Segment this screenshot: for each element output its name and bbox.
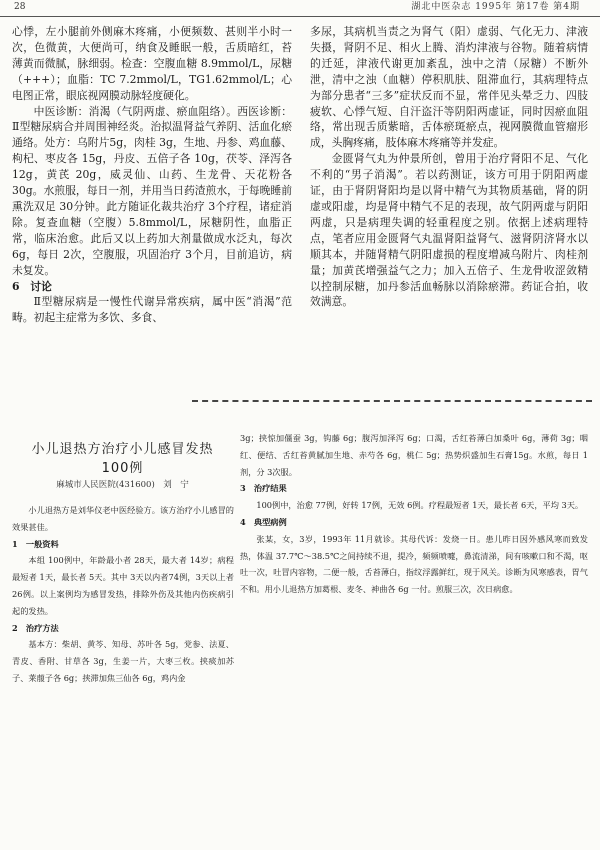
article-author: 麻城市人民医院(431600) 刘 宁 <box>56 480 189 490</box>
typical-case-paragraph: 张某，女，3岁，1993年 11月就诊。其母代诉：发烧一日。患儿昨日因外感风寒而致发热，体温 37.7℃～38.5℃之间持续不退，提冷，频频喷嚏，鼻流清涕，间有咳嗽口和不渴，呕吐一次，吐冒内容物，二便一般，舌苔薄白，指纹浮露鲜红，现于风关。诊断为风寒感表，胃气不和。用小儿退热方加葛根、麦冬、神曲各 6g 一付。煎服三次，次日病愈。 <box>240 533 588 595</box>
case-text-paragraph: 心悸，左小腿前外侧麻木疼痛，小便频数、甚则半小时一次，色微黄，大便尚可，纳食及睡眠一般，舌质暗红，苔薄黄而微腻，脉细弱。检查：空腹血糖 8.9mmol/L，尿糖（+++）；血脂：TC 7.2mmol/L，TG1.62mmol/L；心电图正常，眼底视网膜动脉轻度硬化。 <box>12 25 292 102</box>
section-heading-results: 3 治疗结果 <box>240 483 287 494</box>
section-heading-treatment-method: 2 治疗方法 <box>12 622 59 633</box>
article-title: 小儿退热方治疗小儿感冒发热100例 <box>31 442 214 476</box>
discussion-continued-paragraph: 多尿，其病机当责之为肾气（阳）虚弱、气化无力、津液失摄，肾阴不足、相火上腾、消灼津液与谷物。随着病情的迁延，津液代谢更加紊乱，浊中之清（尿糖）不断外泄，清中之浊（血糖）停积肌肤、阻滞血行，其病理特点为部分患者“三多”症状反而不显，常伴见头晕乏力、四肢疲软、心悸气短、自汗盗汗等阴阳两虚证，同时因瘀血阻络，常出现舌质紫暗，舌体瘀斑瘀点，视网膜微血管瘤形成，头胸疼痛，肢体麻木疼痛等并发症。 <box>310 25 588 150</box>
section-heading-typical-case: 4 典型病例 <box>240 516 287 527</box>
discussion-paragraph: Ⅱ型糖尿病是一慢性代谢异常疾病，属中医“消渴”范畴。初起主症常为多饮、多食、 <box>12 295 292 325</box>
treatment-method-paragraph: 基本方：柴胡、黄芩、知母、苏叶各 5g，党参、法夏、青皮、香附、甘草各 3g，生姜一片，大枣三枚。挟痰加苏子、莱菔子各 6g；挟滞加焦三仙各 6g，鸡内金 <box>12 639 234 683</box>
upper-article-column-left <box>12 24 292 326</box>
general-data-paragraph: 本组 100例中，年龄最小者 28天，最大者 14岁；病程最短者 1天，最长者 5天。其中 3天以内者74例，3天以上者 26例。以上案例均为感冒发热，排除外伤及其他内伤疾病引起的发热。 <box>12 555 234 616</box>
results-paragraph: 100例中，治愈 77例，好转 17例，无效 6例。疗程最短者 1天，最长者 6天，平均 3天。 <box>256 500 584 511</box>
discussion-heading: 6 讨论 <box>12 279 52 293</box>
page-number: 28 <box>14 2 26 12</box>
upper-article-column-right <box>310 24 588 310</box>
intro-paragraph: 小儿退热方是刘华仪老中医经验方。该方治疗小儿感冒的效果甚佳。 <box>12 505 234 532</box>
section-heading-general-data: 1 一般资料 <box>12 538 59 549</box>
discussion-conclusion-paragraph: 金匮肾气丸为仲景所创，曾用于治疗肾阳不足、气化不利的“男子消渴”。若以药测证，该方可用于阴阳两虚证，由于肾阴肾阳均是以肾中精气为其物质基础，肾的阴虚或阳虚，均是肾中精气不足的表现，故气阴两虚与阴阳两虚，只是病理失调的轻重程度之别。依据上述病理特点，笔者应用金匮肾气丸温肾阳益肾气、滋肾阴济肾水以顺其本，并随肾精气阴阳虚损的程度增减乌附片、肉桂剂量；加黄芪增强益气之力；加入五倍子、生龙骨收涩敛精以控制尿糖，加丹参活血畅脉以消除瘀滞。药证合拍，收效满意。 <box>310 152 588 309</box>
treatment-continued-paragraph: 3g；挟惊加僵蚕 3g，钩藤 6g；腹泻加泽泻 6g；口渴，舌红苔薄白加桑叶 6g，薄荷 3g；咽红、便结、舌红苔黄腻加生地、赤芍各 6g，桃仁 5g；热势炽盛加生石膏15g。水煎，每日 1剂，分 3次服。 <box>240 433 588 477</box>
diagnosis-paragraph: 中医诊断：消渴（气阴两虚、瘀血阻络）。西医诊断：Ⅱ型糖尿病合并周围神经炎。治拟温肾益气养阴、活血化瘀通络。处方：乌附片5g，肉桂 3g，生地、丹参、鸡血藤、枸杞、枣皮各 15g，丹皮、五倍子各 10g，茯苓、泽泻各12g，黄芪 20g，威灵仙、山药、生龙骨、天花粉各 30g。水煎服，每日一剂，并用当日药渣煎水，于每晚睡前熏洗双足 30分钟。此方随证化裁共治疗 3个疗程，诸症消除。复查血糖（空腹）5.8mmol/L，尿糖阴性，血脂正常，临床治愈。此后又以上药加大剂量做成水泛丸，每次 6g，每日 2次，空腹服，巩固治疗 3个月，目前追访，病未复发。 <box>12 104 292 277</box>
lower-article-column-right <box>240 430 588 598</box>
article-divider <box>192 400 592 402</box>
page-header <box>0 0 600 17</box>
journal-running-title: 湖北中医杂志 1995年 第17卷 第4期 <box>411 2 580 12</box>
